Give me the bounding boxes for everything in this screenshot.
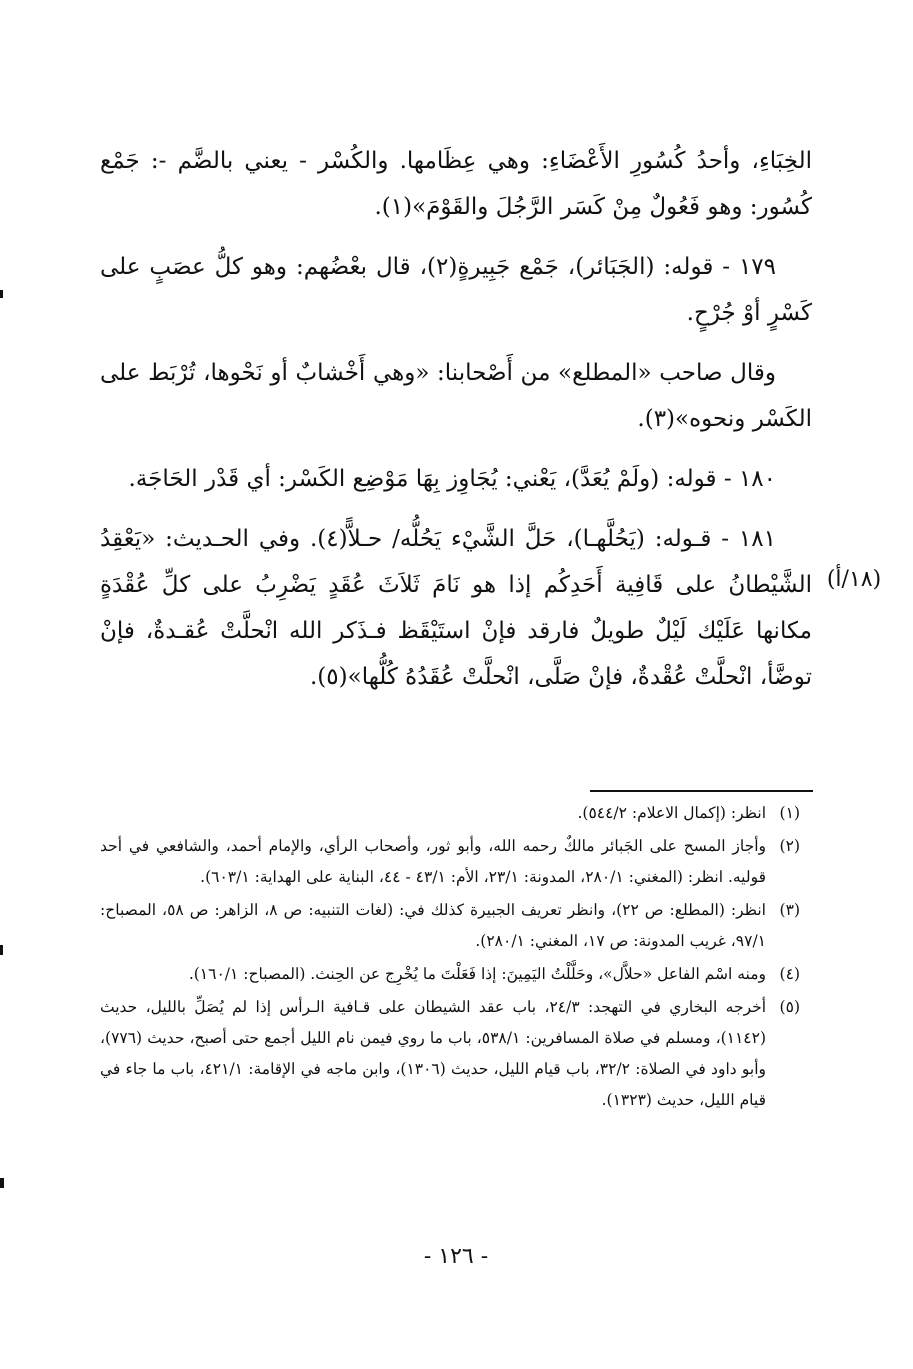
footnotes: [100, 798, 800, 1118]
scan-edge-mark: [0, 945, 3, 955]
paragraph-180: ١٨٠ - قوله: (ولَمْ يُعَدَّ)، يَعْني: يُجَاوِز بِهَا مَوْضِع الكَسْر: أي قَدْر الحَاجَة.: [128, 466, 776, 492]
footnote-2: [100, 831, 800, 893]
footnote-text: أخرجه البخاري في التهجد: ٢٤/٣، باب عقد الشيطان على قـافية الـرأس إذا لم يُصَلِّ بالليل، حديث (١١٤٢)، ومسلم في صلاة المسافرين: ٥٣٨/١، باب ما روي فيمن نام الليل أجمع حتى أصبح، حديث (٧٧٦)، وأبو داود في الصلاة: ٣٢/٢، باب قيام الليل، حديث (١٣٠٦)، وابن ماجه في الإقامة: ٤٢١/١، باب ما جاء في قيام الليل، حديث (١٣٢٣).: [100, 998, 767, 1109]
main-text: [100, 138, 812, 714]
footnote-1: [100, 798, 800, 829]
paragraph-181: ١٨١ - قـوله: (يَحُلَّهـا)، حَلَّ الشَّيْء يَحُلُّه/ حـلاًّ(٤). وفي الحـديث: «يَعْقِدُ الشَّيْطانُ على قَافِية أَحَدِكُم إذا هو نَامَ ثَلاَثَ عُقَدٍ يَضْرِبُ على كلِّ عُقْدَةٍ مكانها عَلَيْك لَيْلٌ طويلٌ فارقد فإنْ استَيْقَظ فـذَكر الله انْحلَّتْ عُقـدةٌ، فإنْ توضَّأ، انْحلَّتْ عُقْدةٌ، فإنْ صَلَّى، انْحلَّتْ عُقَدُهُ كُلُّها»(٥).: [100, 526, 812, 690]
margin-folio-note: (١٨/أ): [826, 567, 882, 592]
footnote-4: [100, 959, 800, 990]
footnote-text: انظر: (المطلع: ص ٢٢)، وانظر تعريف الجبيرة كذلك في: (لغات التنبيه: ص ٨، الزاهر: ص ٥٨، المصباح: ٩٧/١، غريب المدونة: ص ١٧، المغني: ٢٨٠/١).: [100, 901, 766, 950]
footnote-number: (٥): [779, 998, 800, 1016]
footnote-number: (٤): [779, 965, 800, 983]
footnote-text: وأجاز المسح على الجَبائر مالكٌ رحمه الله، وأبو ثور، وأصحاب الرأي، والإمام أحمد، والشافعي في أحد قوليه. انظر: (المغني: ٢٨٠/١، المدونة: ٢٣/١، الأم: ٤٣/١ - ٤٤، البناية على الهداية: ٦٠٣/١).: [100, 837, 766, 886]
footnote-number: (٣): [779, 901, 800, 919]
scan-edge-mark: [0, 1178, 4, 1188]
footnote-text: ومنه اسْم الفاعل «حلاَّل»، وحَلَّلْتُ اليَمِينَ: إذا فَعَلْتَ ما يُخْرِج عن الحِنث. (المصباح: ١٦٠/١).: [188, 965, 766, 983]
footnote-3: [100, 895, 800, 957]
paragraph-179: ١٧٩ - قوله: (الجَبَائر)، جَمْع جَبِيرةٍ(٢)، قال بعْضُهم: وهو كلُّ عصَبٍ على كَسْرٍ أوْ جُرْحٍ.: [100, 254, 812, 326]
footnote-number: (٢): [779, 837, 800, 855]
footnote-number: (١): [779, 804, 800, 822]
footnote-separator: [590, 790, 813, 792]
scan-edge-mark: [0, 290, 3, 298]
footnote-5: [100, 992, 800, 1116]
footnote-text: انظر: (إكمال الاعلام: ٥٤٤/٢).: [577, 804, 766, 822]
page-number: - ١٢٦ -: [423, 1244, 489, 1269]
paragraph-1: الخِبَاءِ، وأحدُ كُسُورِ الأَعْضَاءِ: وهي عِظَامها. والكُسْر - يعني بالضَّم -: جَمْع كُسُور: وهو فَعُولٌ مِنْ كَسَر الرَّجُلَ والقَوْمَ»(١).: [100, 148, 812, 220]
paragraph-mutla: وقال صاحب «المطلع» من أَصْحابنا: «وهي أَخْشابٌ أو نَحْوها، تُرْبَط على الكَسْر ونحوه»(٣).: [100, 360, 812, 432]
